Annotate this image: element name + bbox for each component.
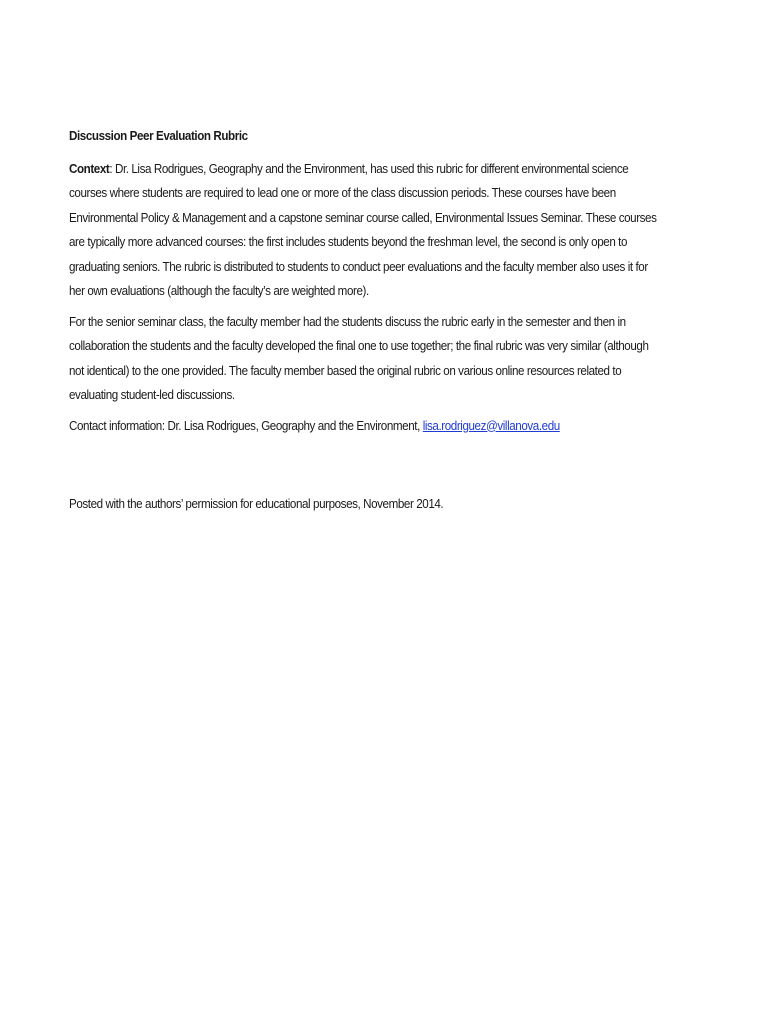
document-title: Discussion Peer Evaluation Rubric (69, 129, 248, 143)
contact-paragraph (69, 414, 664, 439)
contact-email-link[interactable]: lisa.rodriguez@villanova.edu (422, 418, 560, 433)
document-body (69, 124, 664, 517)
context-label: Context (69, 161, 110, 176)
context-paragraph (69, 157, 664, 304)
contact-prefix: Contact information: Dr. Lisa Rodrigues, Geography and the Environment, (69, 418, 423, 433)
seminar-paragraph: For the senior seminar class, the faculty member had the students discuss the rubric early in the semester and then in collaboration the students and the faculty developed the final one to use together; the final rubric was very similar (although not identical) to the one provided. The faculty member based the original rubric on various online resources related to evaluating student-led discussions. (69, 314, 649, 402)
context-text: : Dr. Lisa Rodrigues, Geography and the Environment, has used this rubric for different environmental science courses where students are required to lead one or more of the class discussion periods. These courses have been Environmental Policy & Management and a capstone seminar course called, Environmental Issues Seminar. These courses are typically more advanced courses: the first includes students beyond the freshman level, the second is only open to graduating seniors. The rubric is distributed to students to conduct peer evaluations and the faculty member also uses it for her own evaluations (although the faculty’s are weighted more). (69, 161, 657, 298)
posted-note: Posted with the authors’ permission for educational purposes, November 2014. (69, 497, 444, 511)
